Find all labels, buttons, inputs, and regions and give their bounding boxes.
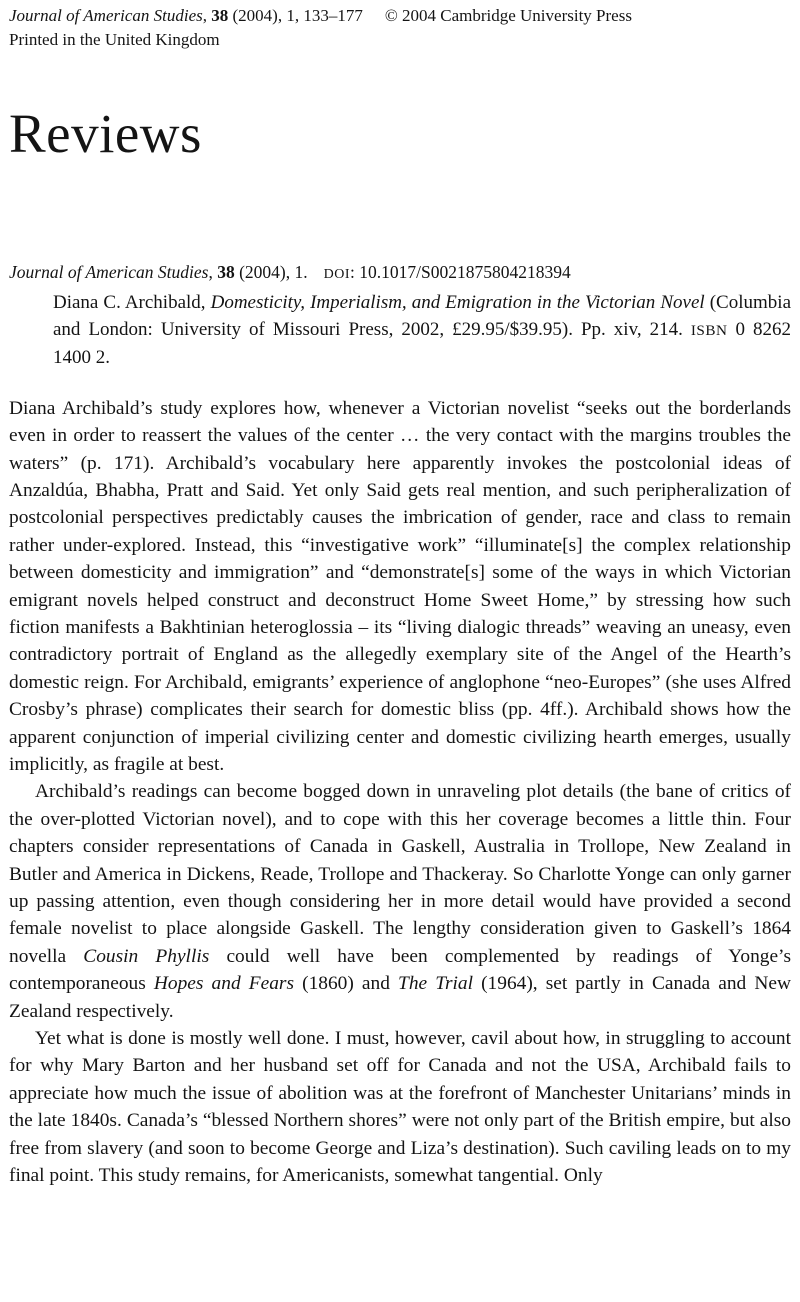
journal-citation-line: Journal of American Studies, 38 (2004), 1, 133–177 © 2004 Cambridge University Press [9, 6, 632, 25]
review-paragraph-1: Diana Archibald’s study explores how, whenever a Victorian novelist “seeks out the borderlands even in order to reassert the values of the center … the very contact with the margins troubles the waters” (p. 171). Archibald’s vocabulary here apparently invokes the postcolonial ideas of Anzaldúa, Bhabha, Pratt and Said. Yet only Said gets real mention, and such peripheralization of postcolonial perspectives predictably causes the imbrication of gender, race and class to remain rather under-explored. Instead, this “investigative work” “illuminate[s] the complex relationship between domesticity and immigration” and “demonstrate[s] some of the ways in which Victorian emigrant novels helped construct and deconstruct Home Sweet Home,” by stressing how such fiction manifests a Bakhtinian heteroglossia – its “living dialogic threads” weaving an uneasy, even contradictory portrait of England as the allegedly exemplary site of the Angel of the Hearth’s domestic reign. For Archibald, emigrants’ experience of anglophone “neo-Europes” (she uses Alfred Crosby’s phrase) complicates their search for domestic bliss (pp. 4ff.). Archibald shows how the apparent conjunction of imperial civilizing center and domestic civilizing hearth emerges, usually implicitly, as fragile at best. [9, 397, 791, 775]
book-citation: Diana C. Archibald, Domesticity, Imperialism, and Emigration in the Victorian Novel (Columbia and London: University of Missouri Press, 2002, £29.95/$39.95). Pp. xiv, 214. ISBN 0 8262 1400 2. [53, 291, 792, 369]
page-header [9, 4, 791, 52]
review-article [9, 259, 791, 1190]
page-title: Reviews [9, 103, 202, 164]
review-body [9, 395, 791, 1190]
printed-in-line: Printed in the United Kingdom [9, 30, 220, 49]
review-paragraph-3: Yet what is done is mostly well done. I must, however, cavil about how, in struggling to account for why Mary Barton and her husband set off for Canada and not the USA, Archibald fails to appreciate how much the issue of abolition was at the forefront of Manchester Unitarians’ minds in the late 1840s. Canada’s “blessed Northern shores” were not only part of the British empire, but also free from slavery (and soon to become George and Liza’s destination). Such caviling leads on to my final point. This study remains, for Americanists, somewhat tangential. Only [9, 1028, 791, 1187]
review-paragraph-2: Archibald’s readings can become bogged down in unraveling plot details (the bane of critics of the over-plotted Victorian novel), and to cope with this her coverage becomes a little thin. Four chapters consider representations of Canada in Gaskell, Australia in Trollope, New Zealand in Butler and America in Dickens, Reade, Trollope and Thackeray. So Charlotte Yonge can only garner up passing attention, even though considering her in more detail would have provided a second female novelist to place alongside Gaskell. The lengthy consideration given to Gaskell’s 1864 novella Cousin Phyllis could well have been complemented by readings of Yonge’s contemporaneous Hopes and Fears (1860) and The Trial (1964), set partly in Canada and New Zealand respectively. [9, 781, 791, 1022]
doi-line: Journal of American Studies, 38 (2004), 1. DOI: 10.1017/S0021875804218394 [9, 261, 571, 282]
